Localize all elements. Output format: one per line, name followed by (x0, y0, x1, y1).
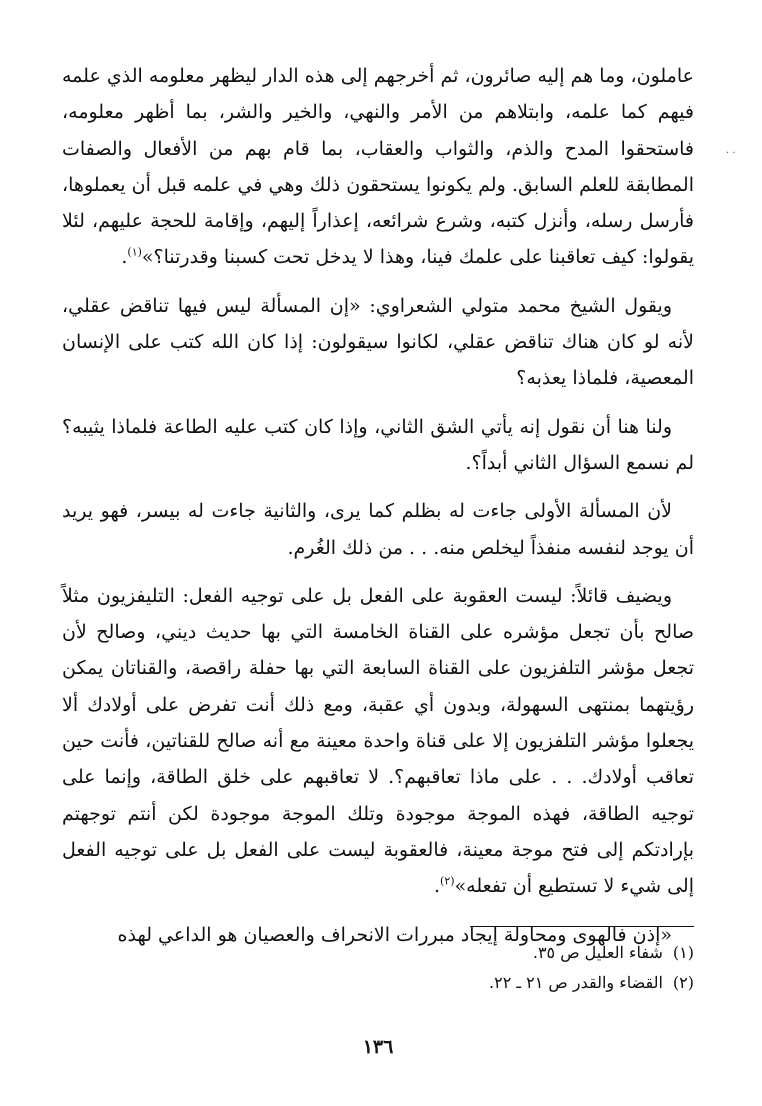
page-number: ١٣٦ (362, 1036, 394, 1058)
paragraph-5-text: ويضيف قائلاً: ليست العقوبة على الفعل بل على توجيه الفعل: التليفزيون مثلاً صالح بأن تجعل مؤشره على القناة الخامسة التي بها حديث ديني، وصالح لأن تجعل مؤشر التلفزيون على القناة السابعة التي بها حفلة راقصة، والقناتان يمكن رؤيتهما بمنتهى السهولة، وبدون أي عقبة، ومع ذلك أنت تفرض على أولادك ألا يجعلوا مؤشر التلفزيون إلا على قناة واحدة معينة مع أنه صالح للقناتين، فأنت حين تعاقب أولادك. . . على ماذا تعاقبهم؟. لا تعاقبهم على خلق الطاقة، وإنما على توجيه الطاقة، فهذه الموجة موجودة وتلك الموجة موجودة لكن أنتم توجهتم بإرادتكم إلى فتح موجة معينة، فالعقوبة ليست على الفعل بل على توجيه الفعل إلى شيء لا تستطيع أن تفعله» (62, 584, 694, 898)
footnote-2 (62, 968, 694, 998)
paragraph-1: عاملون، وما هم إليه صائرون، ثم أخرجهم إلى هذه الدار ليظهر معلومه الذي علمه فيهم كما علمه، وابتلاهم من الأمر والنهي، والخير والشر، بما أظهر معلومه، فاستحقوا المدح والذم، والثواب والعقاب، بما قام بهم من الأفعال والصفات المطابقة للعلم السابق. ولم يكونوا يستحقون ذلك وهي في علمه قبل أن يعملوها، فأرسل رسله، وأنزل كتبه، وشرع شرائعه، إعذاراً إليهم، وإقامة للحجة عليهم، لئلا يقولوا: كيف تعاقبنا على علمك فينا، وهذا لا يدخل تحت كسبنا وقدرتنا؟»$^{(١)}$. (62, 65, 694, 269)
paragraph-5: ويضيف قائلاً: ليست العقوبة على الفعل بل على توجيه الفعل: التليفزيون مثلاً صالح بأن تجعل مؤشره على القناة الخامسة التي بها حديث ديني، وصالح لأن تجعل مؤشر التلفزيون على القناة السابعة التي بها حفلة راقصة، والقناتان يمكن رؤيتهما بمنتهى السهولة، وبدون أي عقبة، ومع ذلك أنت تفرض على أولادك ألا يجعلوا مؤشر التلفزيون إلا على قناة واحدة معينة مع أنه صالح للقناتين، فأنت حين تعاقب أولادك. . . على ماذا تعاقبهم؟. لا تعاقبهم على خلق الطاقة، وإنما على توجيه الطاقة، فهذه الموجة موجودة وتلك الموجة موجودة لكن أنتم توجهتم بإرادتكم إلى فتح موجة معينة، فالعقوبة ليست على الفعل بل على توجيه الفعل إلى شيء لا تستطيع أن تفعله»$^{(٢)}$. (62, 584, 694, 898)
body-text (62, 58, 694, 953)
footnote-2-text: القضاء والقدر ص ٢١ ـ ٢٢. (489, 973, 663, 992)
paragraph-3-text: ولنا هنا أن نقول إنه يأتي الشق الثاني، وإذا كان كتب عليه الطاعة فلماذا يثيبه؟ لم نسمع السؤال الثاني أبداً؟. (62, 415, 694, 474)
paragraph-1-text: عاملون، وما هم إليه صائرون، ثم أخرجهم إلى هذه الدار ليظهر معلومه الذي علمه فيهم كما علمه، وابتلاهم من الأمر والنهي، والخير والشر، بما أظهر معلومه، فاستحقوا المدح والذم، والثواب والعقاب، بما قام بهم من الأفعال والصفات المطابقة للعلم السابق. ولم يكونوا يستحقون ذلك وهي في علمه قبل أن يعملوها، فأرسل رسله، وأنزل كتبه، وشرع شرائعه، إعذاراً إليهم، وإقامة للحجة عليهم، لئلا يقولوا: كيف تعاقبنا على علمك فينا، وهذا لا يدخل تحت كسبنا وقدرتنا؟» (62, 65, 694, 269)
footnotes (62, 938, 694, 998)
footnote-1-text: شفاء العليل ص ٣٥. (532, 943, 663, 962)
paragraph-6-text: «إذن فالهوى ومحاولة إيجاد مبررات الانحراف والعصيان هو الداعي لهذه (117, 923, 672, 946)
paragraph-2 (62, 288, 694, 397)
paragraph-4 (62, 493, 694, 566)
paragraph-2-text: ويقول الشيخ محمد متولي الشعراوي: «إن المسألة ليس فيها تناقض عقلي، لأنه لو كان هناك تناقض عقلي، لكانوا سيقولون: إذا كان الله كتب على الإنسان المعصية، فلماذا يعذبه؟ (62, 294, 694, 390)
margin-mark: · · (726, 148, 736, 159)
footnote-1-number: (١) (672, 943, 694, 962)
footnote-ref-2: (٢) (440, 874, 455, 888)
footnote-1 (62, 938, 694, 968)
book-page (62, 58, 694, 1068)
footnote-2-number: (٢) (672, 973, 694, 992)
footnote-divider (470, 926, 694, 927)
footnote-ref-1: (١) (127, 246, 142, 260)
paragraph-4-text: لأن المسألة الأولى جاءت له بظلم كما يرى، والثانية جاءت له بيسر، فهو يريد أن يوجد لنفسه منفذاً ليخلص منه. . . من ذلك الغُرم. (62, 500, 694, 559)
paragraph-3 (62, 409, 694, 482)
